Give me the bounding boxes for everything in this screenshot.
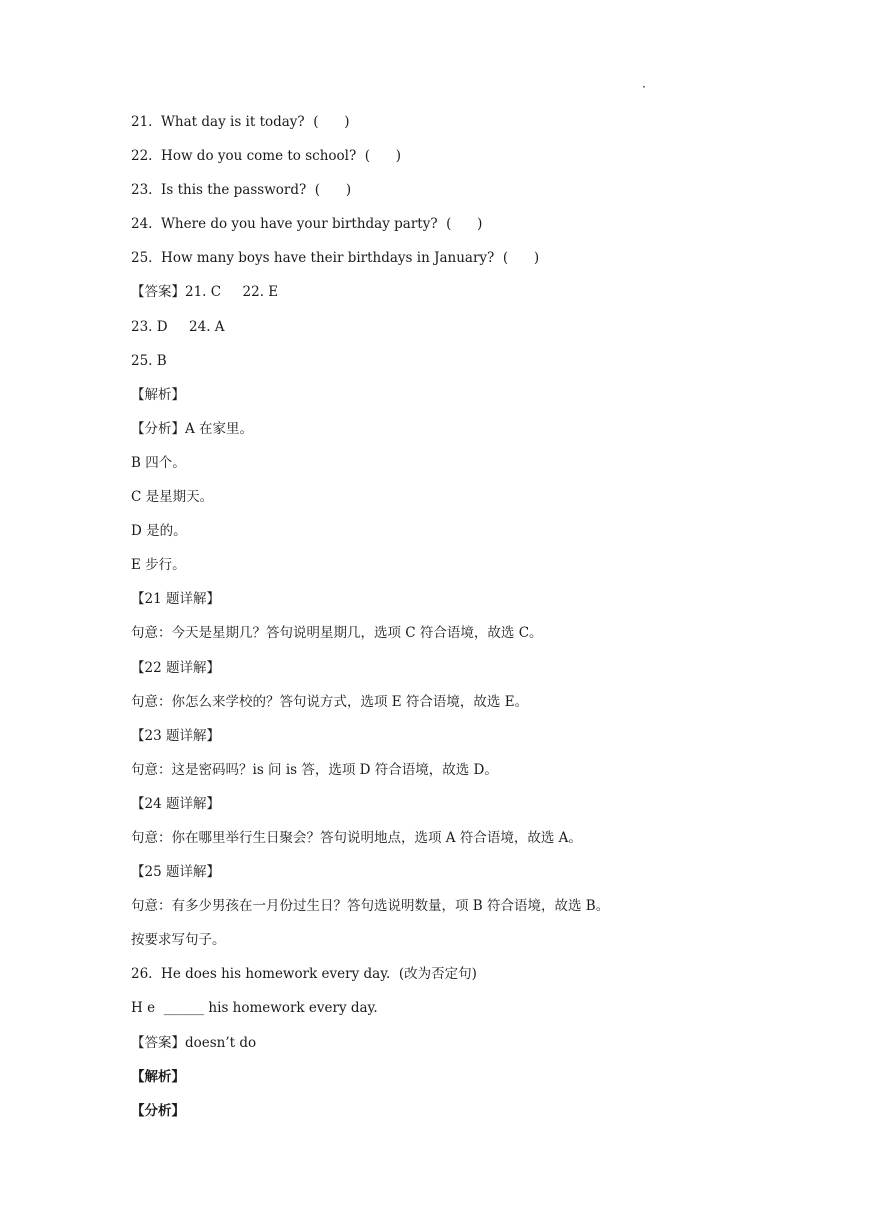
content-lines <box>131 110 831 1133</box>
text-line: 【22 题详解】 <box>131 659 220 676</box>
text-line: 22. How do you come to school? ( ) <box>131 148 402 165</box>
text-line: 【答案】21. C 22. E <box>131 284 279 301</box>
text-line: 【解析】 <box>131 386 185 403</box>
text-line: 句意：这是密码吗？is 问 is 答，选项 D 符合语境，故选 D。 <box>131 761 498 778</box>
text-line: 25. How many boys have their birthdays in January? ( ) <box>131 250 540 267</box>
text-line: 【23 题详解】 <box>131 727 220 744</box>
header-mark: · <box>642 80 646 94</box>
text-line: 25. B <box>131 352 167 369</box>
text-line: D 是的。 <box>131 523 187 540</box>
text-line: 【24 题详解】 <box>131 795 220 812</box>
text-line: 句意：你怎么来学校的？答句说方式，选项 E 符合语境，故选 E。 <box>131 693 529 710</box>
text-line: 21. What day is it today? ( ) <box>131 114 350 130</box>
text-line: 24. Where do you have your birthday party? ( ) <box>131 216 483 233</box>
text-line: 26. He does his homework every day. (改为否定句) <box>131 966 477 983</box>
text-line: 【21 题详解】 <box>131 591 220 608</box>
text-line: 句意：你在哪里举行生日聚会？答句说明地点，选项 A 符合语境，故选 A。 <box>131 829 582 846</box>
text-line: H e ______ his homework every day. <box>131 1000 378 1017</box>
text-line: 【答案】doesn’t do <box>131 1034 257 1051</box>
text-line: 【分析】 <box>131 1102 185 1119</box>
text-line: 句意：今天是星期几？答句说明星期几，选项 C 符合语境，故选 C。 <box>131 625 543 642</box>
text-line: 句意：有多少男孩在一月份过生日？答句选说明数量，项 B 符合语境，故选 B。 <box>131 898 610 915</box>
text-line: 【解析】 <box>131 1068 185 1085</box>
text-line: 23. Is this the password? ( ) <box>131 182 352 199</box>
text-line: 【25 题详解】 <box>131 864 220 881</box>
text-line: 按要求写句子。 <box>131 932 226 949</box>
text-line: 23. D 24. A <box>131 318 225 335</box>
text-line: C 是星期天。 <box>131 489 214 506</box>
text-line: B 四个。 <box>131 454 186 471</box>
text-line: E 步行。 <box>131 557 186 574</box>
text-line: 【分析】A 在家里。 <box>131 420 254 437</box>
